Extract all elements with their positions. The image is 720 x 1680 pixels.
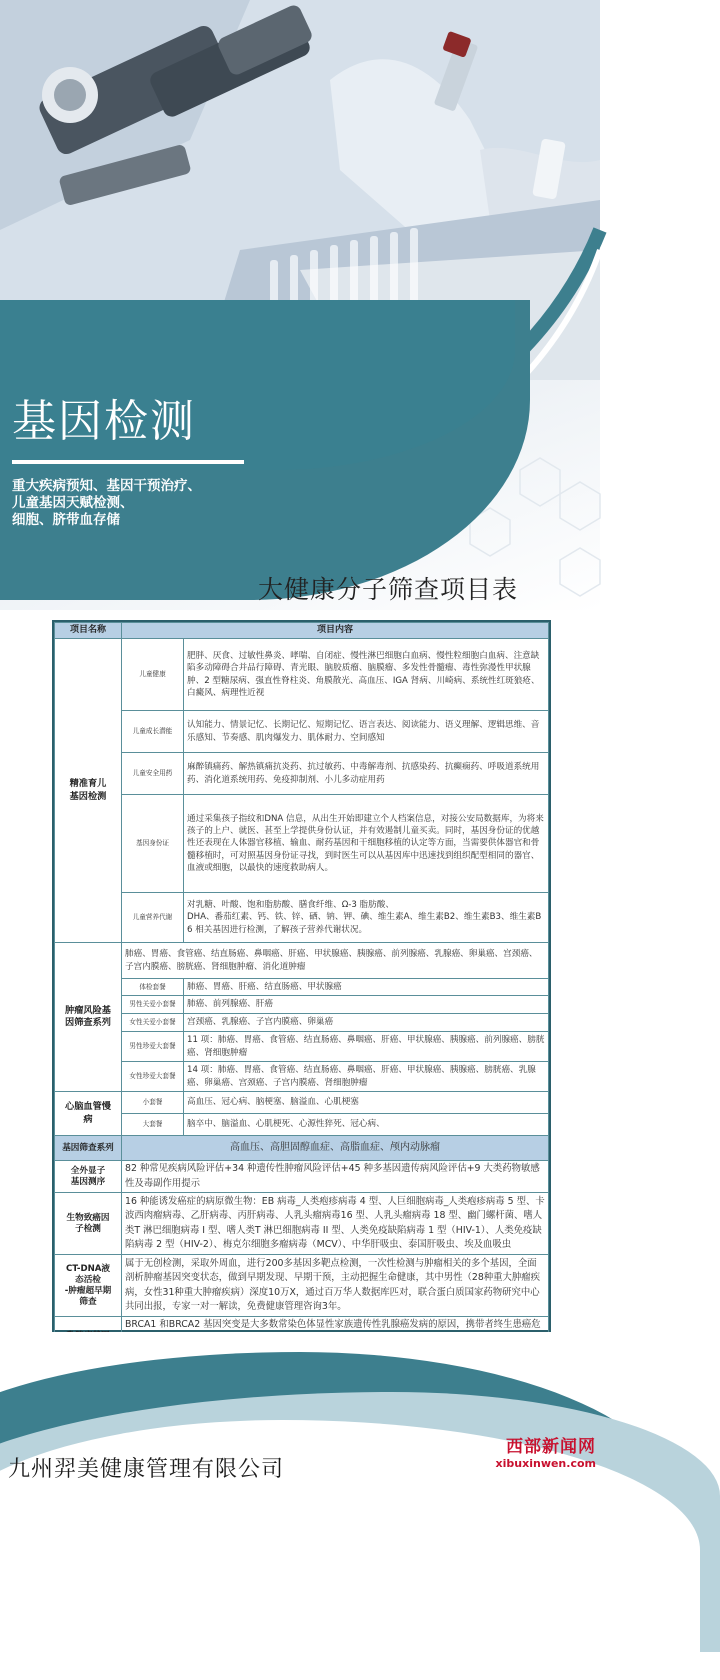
item-content: 16 种能诱发癌症的病原微生物：EB 病毒_人类疱疹病毒 4 型、人巨细胞病毒_人类疱疹病毒 5 型、卡波西肉瘤病毒、乙肝病毒、丙肝病毒、人乳头瘤病毒16 型、人乳头瘤病毒 18 型、幽门螺杆菌、嗜人类T 淋巴细胞病毒 I 型、嗜人类T 淋巴细胞病毒 II 型、人类免疫缺陷病毒 1 型（HIV-1）、人类免疫缺陷病毒 2 型（HIV-2）、梅克尔细胞多瘤病毒（MCV）、中华肝吸虫、泰国肝吸虫、埃及血吸虫 bbox=[122, 1193, 549, 1255]
sub-item: 女性珍爱大套餐 bbox=[122, 1062, 184, 1092]
table-row bbox=[55, 753, 549, 795]
table-row bbox=[55, 1014, 549, 1032]
table-header-row bbox=[55, 623, 549, 639]
table-row bbox=[55, 1032, 549, 1062]
item-content: 11 项：肺癌、胃癌、食管癌、结直肠癌、鼻咽癌、肝癌、甲状腺癌、胰腺癌、前列腺癌、膀胱癌、肾细胞肿瘤 bbox=[184, 1032, 549, 1062]
table-row bbox=[55, 893, 549, 943]
company-name: 九州羿美健康管理有限公司 bbox=[8, 1457, 285, 1482]
table-title: 大健康分子筛查项目表 bbox=[258, 575, 519, 604]
item-content: 麻醉镇痛药、解热镇痛抗炎药、抗过敏药、中毒解毒剂、抗感染药、抗癫痫药、呼吸道系统用药、消化道系统用药、免疫抑制剂、小儿多动症用药 bbox=[184, 753, 549, 795]
hero-banner bbox=[0, 0, 600, 610]
watermark bbox=[496, 1432, 596, 1470]
item-content: 82 种常见疾病风险评估+34 种遗传性肿瘤风险评估+45 种多基因遗传病风险评估+9 大类药物敏感性及毒副作用提示 bbox=[122, 1161, 549, 1193]
subtitle bbox=[12, 478, 201, 529]
item-content: 属于无创检测，采取外周血，进行200多基因多靶点检测，一次性检测与肿瘤相关的多个基因，全面剖析肿瘤基因突变状态，做到早期发现、早期干预，主动把握生命健康，其中男性（28种重大肿瘤疾病，女性31种重大肿瘤疾病）深度10万X，通过百万华人数据库匹对，联合蛋白质国家药物研究中心共同出报，专家一对一解读，免费健康管理咨询3年。 bbox=[122, 1255, 549, 1317]
item-content: 肺癌、胃癌、食管癌、结直肠癌、鼻咽癌、肝癌、甲状腺癌、胰腺癌、前列腺癌、乳腺癌、卵巢癌、宫颈癌、子宫内膜癌、膀胱癌、肾细胞肿瘤、消化道肿瘤 bbox=[122, 943, 549, 979]
header-content: 项目内容 bbox=[122, 623, 549, 639]
subtitle-line: 细胞、脐带血存储 bbox=[12, 512, 120, 528]
category-kids: 精准育儿 基因检测 bbox=[55, 639, 122, 943]
category-tumor: 肿瘤风险基 因筛查系列 bbox=[55, 943, 122, 1092]
header-name: 项目名称 bbox=[55, 623, 122, 639]
item-content: 肺癌、前列腺癌、肝癌 bbox=[184, 996, 549, 1014]
item-content: 通过采集孩子指纹和DNA 信息，从出生开始即建立个人档案信息，对接公安局数据库，为将来孩子的上户、就医、甚至上学提供身份认证，并有效遏制儿童买卖。同时，基因身份证的优越性还表现在人体器官移植、输血、耐药基因和干细胞移植的认定等方面，当需要供体器官和骨髓移植时，可对照基因身份证寻找，到时医生可以从基因库中迅速找到组织配型相同的器官、血液或细胞，以最快的速度救助病人。 bbox=[184, 795, 549, 893]
item-content: 14 项：肺癌、胃癌、食管癌、结直肠癌、鼻咽癌、肝癌、甲状腺癌、胰腺癌、膀胱癌、乳腺癌、卵巢癌、宫颈癌、子宫内膜癌、肾细胞肿瘤 bbox=[184, 1062, 549, 1092]
sub-item: 儿童健康 bbox=[122, 639, 184, 711]
watermark-name: 西部新闻网 bbox=[506, 1437, 596, 1457]
sub-item: 小套餐 bbox=[122, 1092, 184, 1114]
category-ctdna: CT-DNA液 态活检 -肿瘤超早期 筛查 bbox=[55, 1255, 122, 1317]
watermark-url: xibuxinwen.com bbox=[495, 1457, 596, 1470]
sub-item: 儿童安全用药 bbox=[122, 753, 184, 795]
table-row bbox=[55, 1255, 549, 1317]
table-row bbox=[55, 795, 549, 893]
sub-item: 男性珍爱大套餐 bbox=[122, 1032, 184, 1062]
table-row bbox=[55, 979, 549, 996]
category-screen: 基因筛查系列 bbox=[55, 1136, 122, 1161]
item-content: 宫颈癌、乳腺癌、子宫内膜癌、卵巢癌 bbox=[184, 1014, 549, 1032]
table-row bbox=[55, 943, 549, 979]
subtitle-line: 儿童基因天赋检测、 bbox=[12, 495, 134, 511]
category-carcinogen: 生物致癌因 子检测 bbox=[55, 1193, 122, 1255]
item-content: 高血压、冠心病、脑梗塞、脑溢血、心肌梗塞 bbox=[184, 1092, 549, 1114]
item-content: 脑卒中、脑溢血、心肌梗死、心源性猝死、冠心病、 bbox=[184, 1114, 549, 1136]
sub-item: 女性关爱小套餐 bbox=[122, 1014, 184, 1032]
title-underline bbox=[12, 460, 244, 464]
sub-item: 大套餐 bbox=[122, 1114, 184, 1136]
table-row bbox=[55, 1136, 549, 1161]
item-content: 认知能力、情景记忆、长期记忆、短期记忆、语言表达、阅读能力、语义理解、逻辑思维、音乐感知、节奏感、肌肉爆发力、肌体耐力、空间感知 bbox=[184, 711, 549, 753]
sub-item: 儿童营养代谢 bbox=[122, 893, 184, 943]
table-row bbox=[55, 711, 549, 753]
page-title: 基因检测 bbox=[12, 396, 196, 447]
table-row bbox=[55, 639, 549, 711]
sub-item: 基因身份证 bbox=[122, 795, 184, 893]
item-content: 对乳糖、叶酸、饱和脂肪酸、膳食纤维、Ω-3 脂肪酸、 DHA、番茄红素、钙、铁、锌、硒、钠、钾、碘、维生素A、维生素B2、维生素B3、维生素B6 相关基因进行检测，了解孩子营养代谢状况。 bbox=[184, 893, 549, 943]
item-content: 高血压、高胆固醇血症、高脂血症、颅内动脉瘤 bbox=[122, 1136, 549, 1161]
subtitle-line: 重大疾病预知、基因干预治疗、 bbox=[12, 478, 201, 494]
item-content: 肺癌、胃癌、肝癌、结直肠癌、甲状腺癌 bbox=[184, 979, 549, 996]
screening-table bbox=[52, 620, 551, 1332]
sub-item: 体检套餐 bbox=[122, 979, 184, 996]
table-row bbox=[55, 1114, 549, 1136]
sub-item: 男性关爱小套餐 bbox=[122, 996, 184, 1014]
item-content: BRCA1 和BRCA2 基因突变是大多数常染色体显性家族遗传性乳腺癌发病的原因，携带者终生患癌危 bbox=[122, 1317, 549, 1378]
table-row bbox=[55, 1092, 549, 1114]
table-row bbox=[55, 1193, 549, 1255]
sub-item: 儿童成长潜能 bbox=[122, 711, 184, 753]
table-row bbox=[55, 1062, 549, 1092]
table-row bbox=[55, 1161, 549, 1193]
item-content: 肥胖、厌食、过敏性鼻炎、哮喘、自闭症、慢性淋巴细胞白血病、慢性粒细胞白血病、注意缺陷多动障碍合并品行障碍、青光眼、脑胶质瘤、脑膜瘤、多发性骨髓瘤、毒性弥漫性甲状腺肿、2 型糖尿病、强直性脊柱炎、角膜散光、高血压、IGA 肾病、川崎病、系统性红斑狼疮、白癜风、病理性近视 bbox=[184, 639, 549, 711]
category-exome: 全外显子 基因测序 bbox=[55, 1161, 122, 1193]
category-cardio: 心脑血管慢 病 bbox=[55, 1092, 122, 1136]
table-row bbox=[55, 996, 549, 1014]
